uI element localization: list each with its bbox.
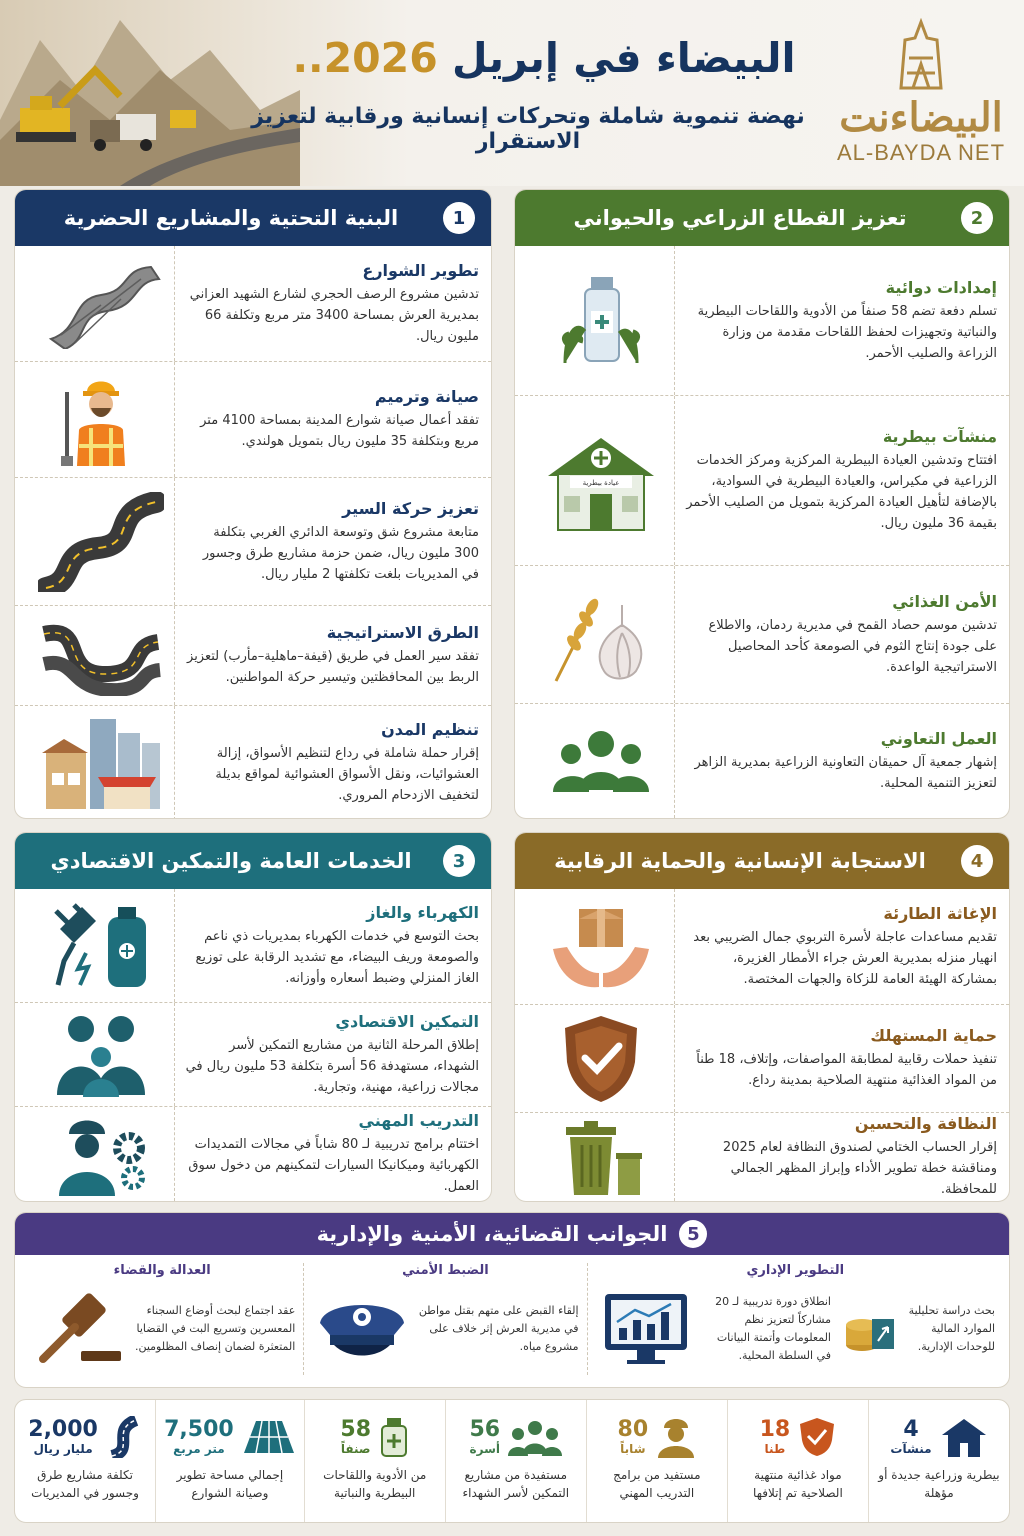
item-body: تفقد سير العمل في طريق (قيفة–ماهلية–مأرب) لتعزيز الربط بين المحافظتين وتيسير حركة المواطنين. <box>187 649 479 685</box>
construction-scene-icon <box>0 0 300 186</box>
worker-icon <box>656 1416 696 1458</box>
stat-label: مستفيدة من مشاريع التمكين لأسر الشهداء <box>462 1468 570 1500</box>
security-control <box>303 1263 586 1375</box>
list-item <box>15 1107 491 1201</box>
technician-gear-icon <box>51 1112 151 1196</box>
item-body: إقرار حملة شاملة في رداع لتنظيم الأسواق، إزالة العشوائيات، ونقل الأسواق العشوائية لمواقع بديلة لتخفيف الازدحام المروري. <box>215 746 479 803</box>
column-title: العدالة والقضاء <box>113 1263 211 1278</box>
police-cap-icon <box>314 1293 410 1365</box>
item-title: منشآت بيطرية <box>882 427 997 446</box>
stat-area <box>155 1400 304 1522</box>
list-item <box>15 1003 491 1107</box>
family-icon <box>51 1013 151 1097</box>
icon-cell <box>27 478 175 605</box>
stat-label: من الأدوية واللقاحات البيطرية والنباتية <box>323 1468 427 1500</box>
stat-label: إجمالي مساحة تطوير وصيانة الشوارع <box>176 1468 284 1500</box>
wheat-garlic-icon <box>546 585 656 685</box>
stat-top <box>736 1412 860 1462</box>
item-body: متابعة مشروع شق وتوسعة الدائري الغربي بتكلفة 300 مليون ريال، ضمن حزمة مشاريع طرق وجسور في المديريات بلغت تكلفتها 2 مليار ريال. <box>202 524 479 582</box>
item-title: الأمن الغذائي <box>892 591 997 611</box>
stat-roads-cost <box>15 1400 155 1522</box>
vet-clinic-icon <box>542 422 660 540</box>
stat-value: 18 <box>759 1417 791 1442</box>
text-cell <box>675 729 997 794</box>
item-body: افتتاح وتدشين العيادة البيطرية المركزية ومركز الخدمات الزراعية في مكيراس، والعيادة البيطرية في السوادية، بالإضافة لتأهيل العيادة المركزية بتمويل من الصليب الأحمر بقيمة 36 مليون ريال. <box>686 453 997 531</box>
pavement-icon <box>242 1419 296 1455</box>
section-title: الاستجابة الإنسانية والحماية الرقابية <box>554 849 926 873</box>
stat-top <box>164 1412 296 1462</box>
stat-value: 56 <box>469 1417 501 1442</box>
icon-cell <box>312 1293 412 1365</box>
text-cell <box>175 903 479 989</box>
text-cell <box>175 720 479 806</box>
section-number: 3 <box>443 845 475 877</box>
item-title: الطرق الاستراتيجية <box>326 623 479 642</box>
panel-header <box>15 1213 1009 1255</box>
text-cell <box>175 1111 479 1197</box>
list-item <box>515 1113 1009 1201</box>
stat-value: 80 <box>617 1417 649 1442</box>
item-body: تفقد أعمال صيانة شوارع المدينة بمساحة 4100 متر مربع وبتكلفة 35 مليون ريال بتمويل هولندي. <box>200 413 479 449</box>
item-title: حماية المستهلك <box>870 1026 997 1045</box>
item-title: الكهرباء والغاز <box>366 902 479 922</box>
medicine-icon <box>379 1416 409 1458</box>
text-cell <box>675 1026 997 1091</box>
site-logo: البيضاءنت AL-BAYDA NET <box>832 14 1010 184</box>
stat-top <box>23 1412 147 1462</box>
text-cell <box>175 623 479 688</box>
text-cell <box>175 261 479 347</box>
panel-humanitarian <box>514 832 1010 1202</box>
stat-unit: طنا <box>764 1442 786 1456</box>
stat-value: 7,500 <box>164 1417 234 1442</box>
item-title: تطوير الشوارع <box>362 260 479 280</box>
list-item <box>15 706 491 819</box>
stat-value: 58 <box>340 1417 372 1442</box>
item-title: إمدادات دوائية <box>885 277 997 297</box>
stat-top <box>313 1412 437 1462</box>
list-item <box>515 704 1009 818</box>
item-title: الإغاثة الطارئة <box>883 903 997 923</box>
stat-value: 2,000 <box>28 1417 98 1442</box>
text-cell <box>175 1012 479 1098</box>
panel-services <box>14 832 492 1202</box>
section-title: الخدمات العامة والتمكين الاقتصادي <box>50 849 412 873</box>
icon-cell <box>27 1003 175 1106</box>
column-content <box>596 1282 995 1375</box>
column-body: إلقاء القبض على متهم بقتل مواطن في مديرية العرش إثر خلاف على مشروع مياه. <box>418 1303 579 1353</box>
column-body: انطلاق دورة تدريبية لـ 20 مشاركاً لتعزيز نظم المعلومات وأتمتة البيانات في السلطة المحلية. <box>715 1294 831 1362</box>
stat-facilities <box>868 1400 1009 1522</box>
hands-box-icon <box>549 899 653 995</box>
page-subtitle: نهضة تنموية شاملة وتحركات إنسانية ورقابية لتعزيز الاستقرار <box>251 104 805 154</box>
panel-infrastructure <box>14 189 492 819</box>
stat-label: بيطرية وزراعية جديدة أو مؤهلة <box>878 1468 1000 1500</box>
text-cell <box>175 499 479 585</box>
stat-unit: أسرة <box>469 1442 501 1456</box>
winding-road-icon <box>38 492 164 592</box>
stat-unit: متر مربع <box>173 1442 225 1456</box>
item-body: إقرار الحساب الختامي لصندوق النظافة لعام 2025 ومناقشة خطة تطوير الأداء وإبراز المظهر الجمالي للمحافظة. <box>722 1140 997 1197</box>
highway-icon <box>38 616 164 696</box>
section-number: 5 <box>679 1220 707 1248</box>
panel-agriculture <box>514 189 1010 819</box>
trash-bin-icon <box>556 1117 646 1197</box>
icon-cell <box>596 1290 696 1368</box>
item-title: العمل التعاوني <box>880 728 997 748</box>
list-item <box>15 246 491 362</box>
item-title: التدريب المهني <box>358 1111 479 1130</box>
item-body: تدشين مشروع الرصف الحجري لشارع الشهيد العزاني بمديرية العرش بمساحة 3400 متر مربع وتكلفة 66 مليون ريال. <box>189 286 479 344</box>
item-body: اختتام برامج تدريبية لـ 80 شاباً في مجالات التمديدات الكهربائية وميكانيكا السيارات لتمكينهم من دخول سوق العمل. <box>188 1137 479 1194</box>
item-title: التمكين الاقتصادي <box>335 1011 479 1031</box>
panel-header <box>515 833 1009 889</box>
icon-cell <box>27 606 175 705</box>
stat-label: مستفيد من برامج التدريب المهني <box>613 1468 701 1500</box>
stat-tons <box>727 1400 868 1522</box>
panel-header <box>15 833 491 889</box>
text-cell <box>675 278 997 364</box>
text-cell <box>675 427 997 534</box>
stat-unit: شاباً <box>620 1442 646 1456</box>
stat-label: مواد غذائية منتهية الصلاحية تم إتلافها <box>753 1468 843 1500</box>
item-title: النظافة والتحسين <box>854 1114 997 1133</box>
stat-top <box>595 1412 719 1462</box>
shield-check-icon <box>559 1012 643 1106</box>
stat-medicines <box>304 1400 445 1522</box>
section-title: تعزيز القطاع الزراعي والحيواني <box>573 206 907 230</box>
icon-cell <box>27 889 175 1002</box>
icon-cell <box>837 1301 903 1357</box>
chart-monitor-icon <box>601 1290 691 1368</box>
justice-judiciary <box>21 1263 303 1375</box>
icon-cell <box>27 1107 175 1201</box>
people-icon <box>508 1418 562 1456</box>
icon-cell <box>527 246 675 395</box>
stat-families <box>445 1400 586 1522</box>
medicine-bottle-icon <box>551 271 651 371</box>
stat-unit: صنفاً <box>340 1442 371 1456</box>
column-body: عقد اجتماع لبحث أوضاع السجناء المعسرين وتسريع البت في القضايا المتعثرة لضمان إنصاف المظلومين. <box>134 1303 296 1353</box>
admin-development <box>587 1263 1003 1375</box>
coins-growth-icon <box>842 1301 898 1357</box>
svg-text:عيادة بيطرية: عيادة بيطرية <box>582 478 619 487</box>
column-title: الضبط الأمني <box>402 1263 489 1278</box>
construction-worker-icon <box>51 372 151 468</box>
item-body: تدشين موسم حصاد القمح في مديرية ردمان، والاطلاع على جودة إنتاج الثوم في الصومعة كأحد المحاصيل الاستراتيجية الواعدة. <box>708 617 997 675</box>
item-body: تنفيذ حملات رقابية لمطابقة المواصفات، وإتلاف، 18 طناً من المواد الغذائية منتهية الصلاحية بمدينة رداع. <box>696 1052 997 1088</box>
item-body: بحث التوسع في خدمات الكهرباء بمديريات ذي ناعم والصومعة وريف البيضاء، مع تشديد الرقابة على توزيع الغاز المنزلي وضبط أسعاره وأوزانه. <box>195 928 479 986</box>
text-cell <box>675 1114 997 1200</box>
list-item <box>15 478 491 606</box>
paved-road-icon <box>41 259 161 349</box>
stat-unit: منشآت <box>890 1442 932 1456</box>
panel-header <box>15 190 491 246</box>
stat-value: 4 <box>903 1417 919 1442</box>
icon-cell <box>27 362 175 477</box>
section-number: 2 <box>961 202 993 234</box>
item-title: صيانة وترميم <box>374 387 479 406</box>
item-body: تسلم دفعة تضم 58 صنفاً من الأدوية واللقاحات البيطرية والنباتية وتجهيزات لحفظ اللقاحات مقدمة من وزارة الزراعة والصليب الأحمر. <box>697 303 997 361</box>
list-item <box>515 396 1009 566</box>
text-cell <box>675 592 997 678</box>
column-title: التطوير الإداري <box>746 1263 845 1278</box>
item-title: تنظيم المدن <box>381 720 479 739</box>
list-item <box>15 889 491 1003</box>
panel-header <box>515 190 1009 246</box>
text-cell <box>675 904 997 990</box>
group-people-icon <box>551 726 651 796</box>
section-title: الجوانب القضائية، الأمنية والإدارية <box>316 1222 668 1246</box>
list-item <box>515 246 1009 396</box>
icon-cell <box>527 1005 675 1112</box>
gavel-icon <box>31 1289 127 1369</box>
plug-gas-icon <box>46 901 156 991</box>
header <box>0 0 1024 186</box>
item-body: إطلاق المرحلة الثانية من مشاريع التمكين لأسر الشهداء، مستهدفة 56 أسرة بتكلفة 53 مليون ريال في مجالات زراعية، مهنية، وتجارية. <box>185 1037 479 1095</box>
stats-bar <box>14 1399 1010 1523</box>
panel-judicial-security <box>14 1212 1010 1388</box>
list-item <box>515 1005 1009 1113</box>
item-title: تعزيز حركة السير <box>342 498 479 518</box>
icon-cell <box>27 706 175 819</box>
item-body: إشهار جمعية آل حميقان التعاونية الزراعية بمديرية الزاهر لتعزيز التنمية المحلية. <box>694 754 997 791</box>
stat-top <box>877 1412 1001 1462</box>
list-item <box>515 566 1009 704</box>
list-item <box>15 362 491 478</box>
icon-cell <box>27 246 175 361</box>
stat-unit: مليار ريال <box>33 1442 93 1456</box>
icon-cell <box>527 396 675 565</box>
tower-logo-icon <box>881 18 961 98</box>
stat-youth <box>586 1400 727 1522</box>
column-content <box>312 1282 578 1375</box>
section-title: البنية التحتية والمشاريع الحضرية <box>63 206 399 230</box>
section-number: 4 <box>961 845 993 877</box>
stat-top <box>454 1412 578 1462</box>
icon-cell <box>527 889 675 1004</box>
icon-cell <box>527 704 675 818</box>
list-item <box>515 889 1009 1005</box>
list-item <box>15 606 491 706</box>
column-content <box>29 1282 295 1375</box>
item-body: تقديم مساعدات عاجلة لأسرة التربوي جمال الضريبي بعد انهيار منزله بمديرية العرش جراء الأمطار الغزيرة، بمشاركة الهيئة العامة للزكاة والجهات المختصة. <box>693 929 997 987</box>
column-body: بحث دراسة تحليلية الموارد المالية للوحدات الإدارية. <box>908 1303 995 1353</box>
shield-icon <box>798 1416 836 1458</box>
building-icon <box>940 1417 988 1457</box>
icon-cell <box>527 566 675 703</box>
icon-cell <box>527 1113 675 1201</box>
stat-label: تكلفة مشاريع طرق وجسور في المديريات <box>31 1468 139 1500</box>
page-title: البيضاء في إبريل 2026.. <box>292 34 796 82</box>
section-number: 1 <box>443 202 475 234</box>
city-market-icon <box>38 713 164 813</box>
text-cell <box>175 387 479 452</box>
road-icon <box>106 1416 142 1458</box>
icon-cell <box>29 1289 129 1369</box>
